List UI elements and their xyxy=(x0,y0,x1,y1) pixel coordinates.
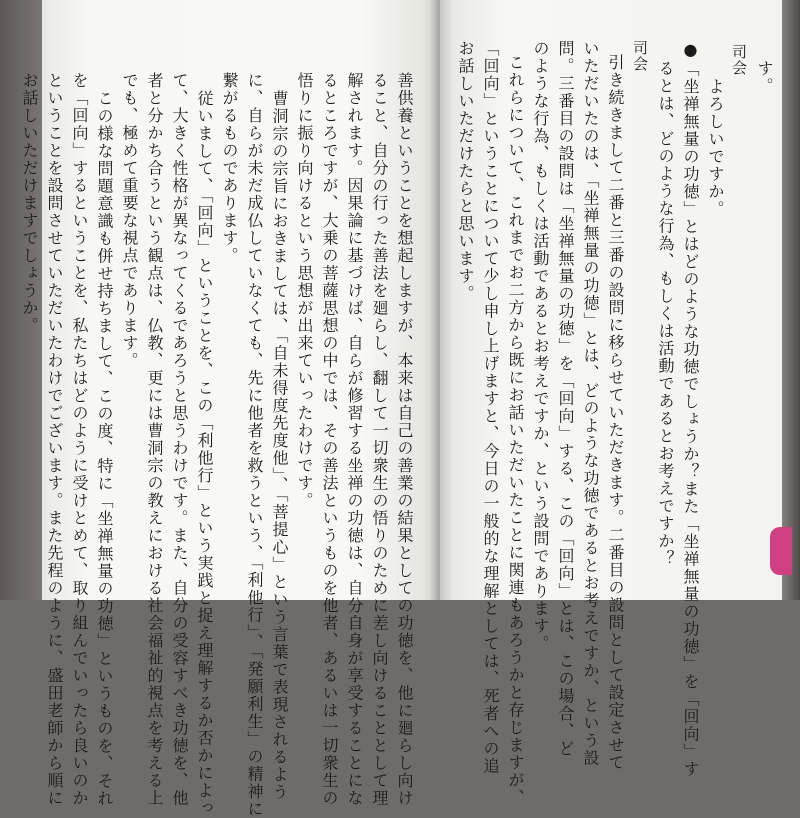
text-column: 解されます。因果論に基づけば、自らが修習する坐禅の功徳は、自分自身が享受することにな xyxy=(345,72,364,807)
text-column: るところですが、大乗の菩薩思想の中では、その善法というものを他者、あるいは一切衆生の xyxy=(320,72,339,807)
question-column: ●「坐禅無量の功徳」とはどのような功徳でしょうか？また「坐禅無量の功徳」を「回向」す xyxy=(681,40,700,778)
left-page xyxy=(20,0,440,818)
text-column: 「回向」ということについて少し申し上げますと、今日の一般的な理解としては、死者への追 xyxy=(481,40,500,775)
text-column: 者と分かち合うという観点は、仏教、更には曹洞宗の教えにおける社会福祉的視点を考える上 xyxy=(145,72,164,807)
text-column: いただいたのは、「坐禅無量の功徳」とは、どのような功徳であるとお考えですか、という設 xyxy=(581,40,600,767)
text-column: 問。三番目の設問は「坐禅無量の功徳」を「回向」する、この「回向」とは、この場合、ど xyxy=(556,40,575,758)
text-column: 曹洞宗の宗旨におきましては、「自未得度先度他」、「菩提心」という言葉で表現されるよう xyxy=(270,90,289,801)
text-column: に、自らが未だ成仏していなくても、先に他者を救うという、「利他行」、「発願利生」の精神に xyxy=(245,72,264,818)
text-column: よろしいですか。 xyxy=(706,78,725,218)
speaker-label: 司会 xyxy=(730,44,748,76)
text-column: を「回向」するということを、私たちはどのように受けとめて、取り組んでいったら良いのか xyxy=(70,72,89,807)
question-column: るとは、どのような行為、もしくは活動であるとお考えですか？ xyxy=(656,60,675,568)
page-marker-tab xyxy=(770,527,792,575)
speaker-label: 司会 xyxy=(631,40,649,72)
text-column: これらについて、これまでお二方から既にお話いただいたことに関連もあろうかと存じますが、 xyxy=(506,54,525,807)
text-column: す。 xyxy=(755,60,774,95)
text-column: この様な問題意識も併せ持ちまして、この度、特に「坐禅無量の功徳」というものを、それ xyxy=(95,90,114,808)
right-background-edge xyxy=(780,0,800,600)
text-column: 善供養ということを想起しますが、本来は自己の善業の結果としての功徳を、他に廻らし向け xyxy=(395,72,414,807)
text-column: 従いまして、「回向」ということを、この「利他行」という実践と捉え理解するか否かによっ xyxy=(195,90,214,817)
text-column: 悟りに振り向けるという思想が出来ていったわけです。 xyxy=(295,72,314,510)
text-column: ること、自分の行った善法を廻らし、翻して一切衆生の悟りのために差し向けることとして理 xyxy=(370,72,389,807)
text-column: ということを設問させていただいたわけでございます。また先程のように、盛田老師から順に xyxy=(45,72,64,807)
text-column: 引き続きまして二番と三番の設問に移らせていただきます。二番目の設問として設定させて xyxy=(606,54,625,772)
text-column: て、大きく性格が異なってくるであろうと思うわけです。また、自分の受容すべき功徳を、他 xyxy=(170,72,189,807)
text-column: お話しいただけますでしょうか。 xyxy=(20,72,39,335)
text-column: お話しいただけたらと思います。 xyxy=(456,40,475,303)
text-column: でも、極めて重要な視点であります。 xyxy=(120,72,139,370)
text-column: 繋がるものであります。 xyxy=(220,72,239,265)
text-column: のような行為、もしくは活動であるとお考えですか、という設問であります。 xyxy=(531,40,550,653)
right-page xyxy=(440,0,782,807)
